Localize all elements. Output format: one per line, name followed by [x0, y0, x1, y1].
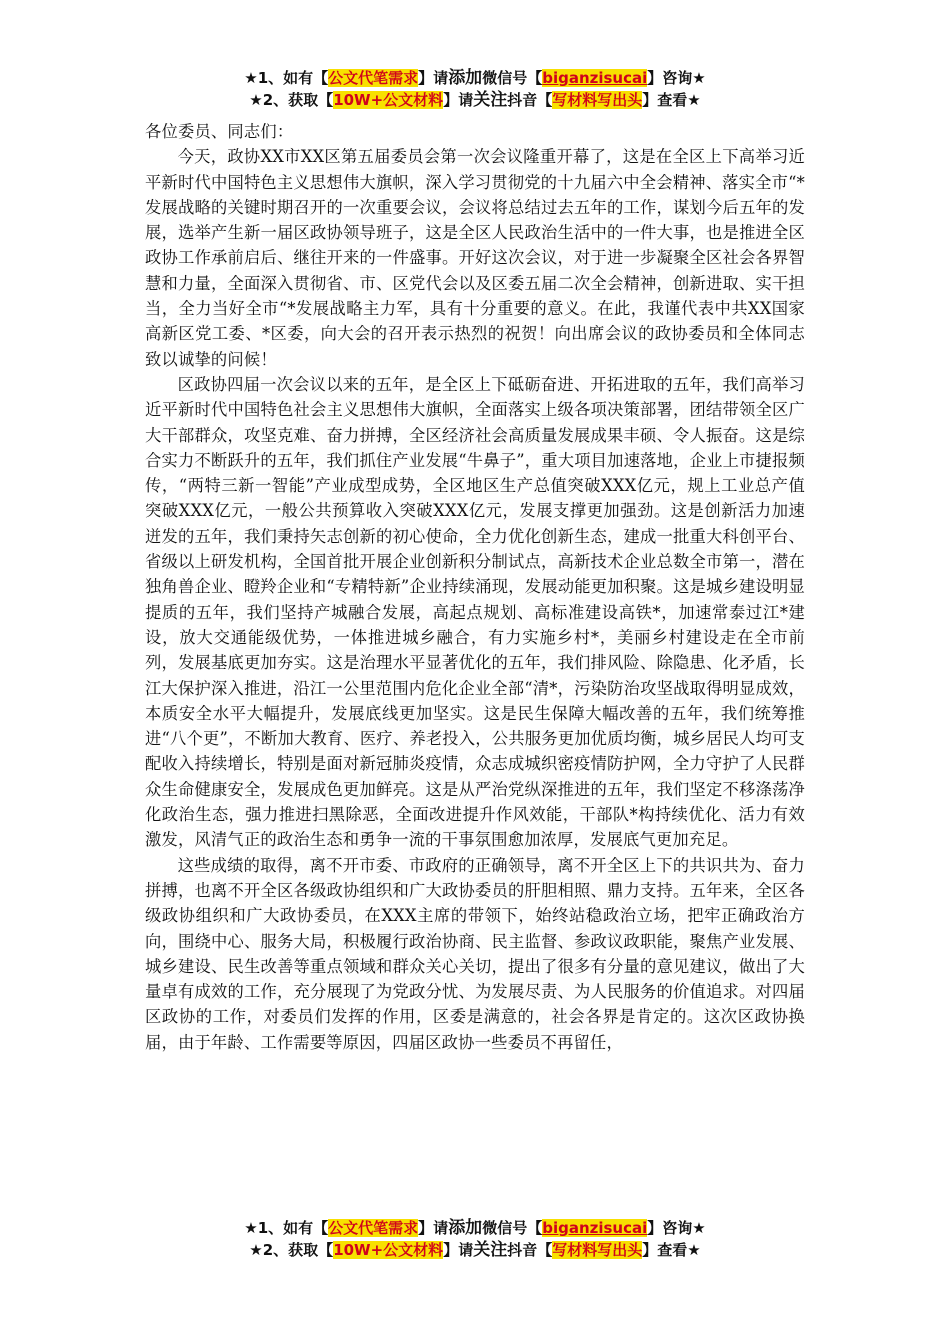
banner-emphasis: 添加	[448, 68, 483, 88]
banner-text: 抖音【	[507, 91, 553, 109]
banner-text: 】咨询★	[647, 1219, 706, 1237]
banner-emphasis: 关注	[473, 1240, 508, 1260]
banner-emphasis: 添加	[448, 1218, 483, 1238]
banner-text: ★1、如有【	[244, 1219, 329, 1237]
banner-text: ★2、获取【	[249, 1241, 334, 1259]
banner-text: 微信号【	[482, 1219, 543, 1237]
wechat-id: biganzisucai	[542, 1219, 648, 1237]
banner-line-2	[0, 89, 950, 111]
banner-text: 】请	[418, 1219, 449, 1237]
banner-text: 】请	[418, 69, 449, 87]
highlight-ghostwriting: 公文代笔需求	[328, 1219, 419, 1237]
banner-text: 】查看★	[642, 1241, 701, 1259]
banner-text: ★2、获取【	[249, 91, 334, 109]
paragraph-3: 这些成绩的取得，离不开市委、市政府的正确领导，离不开全区上下的共识共为、奋力拼搏，也离不开全区各级政协组织和广大政协委员的肝胆相照、鼎力支持。五年来，全区各级政协组织和广大政协委员，在XXX主席的带领下，始终站稳政治立场，把牢正确政治方向，围绕中心、服务大局，积极履行政治协商、民主监督、参政议政职能，聚焦产业发展、城乡建设、民生改善等重点领域和群众关心关切，提出了很多有分量的意见建议，做出了大量卓有成效的工作，充分展现了为党政分忧、为发展尽责、为人民服务的价值追求。对四届区政协的工作，对委员们发挥的作用，区委是满意的，社会各界是肯定的。这次区政协换届，由于年龄、工作需要等原因，四届区政协一些委员不再留任，	[145, 855, 805, 1052]
banner-line-1	[0, 67, 950, 89]
document-body	[145, 119, 805, 1055]
wechat-id: biganzisucai	[542, 69, 648, 87]
banner-text: 】咨询★	[647, 69, 706, 87]
highlight-ghostwriting: 公文代笔需求	[328, 69, 419, 87]
banner-text: ★1、如有【	[244, 69, 329, 87]
paragraph-2: 区政协四届一次会议以来的五年，是全区上下砥砺奋进、开拓进取的五年，我们高举习近平新时代中国特色社会主义思想伟大旗帜，全面落实上级各项决策部署，团结带领全区广大干部群众，攻坚克难、奋力拼搏，全区经济社会高质量发展成果丰硕、令人振奋。这是综合实力不断跃升的五年，我们抓住产业发展“牛鼻子”，重大项目加速落地，企业上市捷报频传，“两特三新一智能”产业成型成势，全区地区生产总值突破XXX亿元，规上工业总产值突破XXX亿元，一般公共预算收入突破XXX亿元，发展支撑更加强劲。这是创新活力加速迸发的五年，我们秉持矢志创新的初心使命，全力优化创新生态，建成一批重大科创平台、省级以上研发机构，全国首批开展企业创新积分制试点，高新技术企业总数全市第一，潜在独角兽企业、瞪羚企业和“专精特新”企业持续涌现，发展动能更加积聚。这是城乡建设明显提质的五年，我们坚持产城融合发展，高起点规划、高标准建设高铁*，加速常泰过江*建设，放大交通能级优势，一体推进城乡融合，有力实施乡村*，美丽乡村建设走在全市前列，发展基底更加夯实。这是治理水平显著优化的五年，我们排风险、除隐患、化矛盾，长江大保护深入推进，沿江一公里范围内危化企业全部“清*，污染防治攻坚战取得明显成效，本质安全水平大幅提升，发展底线更加坚实。这是民生保障大幅改善的五年，我们统筹推进“八个更”，不断加大教育、医疗、养老投入，公共服务更加优质均衡，城乡居民人均可支配收入持续增长，特别是面对新冠肺炎疫情，众志成城织密疫情防护网，全力守护了人民群众生命健康安全，发展成色更加鲜亮。这是从严治党纵深推进的五年，我们坚定不移涤荡净化政治生态，强力推进扫黑除恶，全面改进提升作风效能，干部队*构持续优化、活力有效激发，风清气正的政治生态和勇争一流的干事氛围愈加浓厚，发展底气更加充足。	[145, 374, 805, 850]
highlight-materials: 10W+公文材料	[333, 1241, 444, 1259]
banner-text: 抖音【	[507, 1241, 553, 1259]
douyin-account: 写材料写出头	[552, 1241, 643, 1259]
banner-text: 】请	[443, 91, 474, 109]
banner-line-1	[0, 1217, 950, 1239]
header-banner	[0, 67, 950, 111]
paragraph-1: 今天，政协XX市XX区第五届委员会第一次会议隆重开幕了，这是在全区上下高举习近平新时代中国特色主义思想伟大旗帜，深入学习贯彻党的十九届六中全会精神、落实全市“*发展战略的关键时期召开的一次重要会议，会议将总结过去五年的工作，谋划今后五年的发展，选举产生新一届区政协领导班子，这是全区人民政治生活中的一件大事，也是推进全区政协工作承前启后、继往开来的一件盛事。开好这次会议，对于进一步凝聚全区社会各界智慧和力量，全面深入贯彻省、市、区党代会以及区委五届二次全会精神，创新进取、实干担当，全力当好全市“*发展战略主力军，具有十分重要的意义。在此，我谨代表中共XX国家高新区党工委、*区委，向大会的召开表示热烈的祝贺！向出席会议的政协委员和全体同志致以诚挚的问候！	[145, 147, 805, 369]
banner-text: 】查看★	[642, 91, 701, 109]
banner-emphasis: 关注	[473, 90, 508, 110]
douyin-account: 写材料写出头	[552, 91, 643, 109]
highlight-materials: 10W+公文材料	[333, 91, 444, 109]
footer-banner	[0, 1217, 950, 1261]
salutation: 各位委员、同志们：	[145, 122, 294, 141]
banner-text: 微信号【	[482, 69, 543, 87]
banner-line-2	[0, 1239, 950, 1261]
banner-text: 】请	[443, 1241, 474, 1259]
